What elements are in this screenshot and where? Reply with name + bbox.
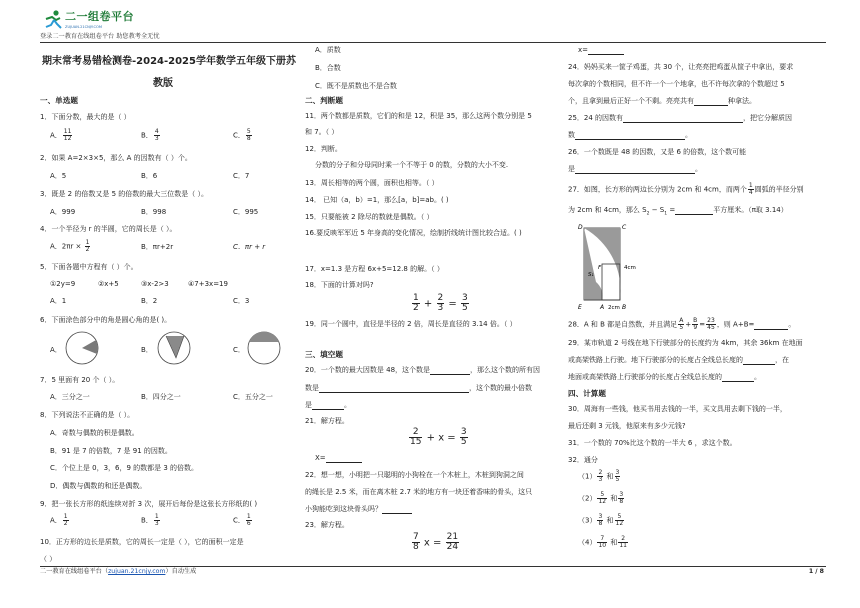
page-title: 期末常考易错检测卷-2024-2025学年数学五年级下册苏 xyxy=(42,56,296,67)
q28-blank[interactable] xyxy=(754,321,788,330)
q5-option-b[interactable]: B．2 xyxy=(141,297,158,305)
question-22-end: 小狗能吃到这块骨头吗？ xyxy=(305,505,412,514)
fig-label-s1: S₁ xyxy=(588,272,594,278)
question-29-cont: 或高架铁路上行驶。地下行驶部分的长度占全线总长度的 ，在 xyxy=(568,356,789,364)
header-divider xyxy=(40,42,826,43)
question-27-cont: 为 2cm 和 4cm，那么 $S_2 - S_1$ = 平方厘米。（π取 3.14） xyxy=(568,206,788,217)
q29-blank-2[interactable] xyxy=(722,373,754,382)
question-21: 21．解方程。 xyxy=(305,417,349,425)
q8-option-d[interactable]: D．偶数与偶数的和还是偶数。 xyxy=(50,482,147,490)
q5-option-c[interactable]: C．3 xyxy=(233,297,250,305)
question-11-cont: 和 7。（ ） xyxy=(305,128,339,136)
q23-answer: x= xyxy=(578,46,624,55)
question-22: 22．想一想，小明把一只聪明的小狗栓在一个木桩上，木桩到狗洞之间 xyxy=(305,471,524,479)
question-30: 30．周海有一些钱，他买书用去钱的一半，买文具用去剩下钱的一半， xyxy=(568,405,787,413)
q24-blank[interactable] xyxy=(694,97,728,106)
q5-item-3: ③x-2>3 xyxy=(141,280,169,288)
section-calculation: 四、计算题 xyxy=(568,389,606,398)
q6-figure-b xyxy=(154,330,194,366)
q6-option-c[interactable]: C． xyxy=(233,346,245,354)
question-26: 26．一个数既是 48 的因数，又是 6 的倍数，这个数可能 xyxy=(568,148,747,156)
q6-figure-c xyxy=(244,330,284,366)
question-26-cont: 是 。 xyxy=(568,165,702,173)
q6-option-b[interactable]: B． xyxy=(141,346,153,354)
q32-item-1: （1） $\frac{2}{3}$ 和 $\frac{3}{5}$ xyxy=(578,469,620,483)
q7-option-a[interactable]: A．三分之一 xyxy=(50,393,90,401)
q7-option-c[interactable]: C．五分之一 xyxy=(233,393,273,401)
q3-option-c[interactable]: C．995 xyxy=(233,208,259,216)
fig-label-a: A xyxy=(600,304,605,311)
page-number: 1 / 8 xyxy=(808,568,824,575)
fig-label-c: C xyxy=(622,224,627,231)
question-23: 23．解方程。 xyxy=(305,521,349,529)
q27-blank[interactable] xyxy=(675,206,713,215)
q22-blank[interactable] xyxy=(382,505,412,514)
q32-item-2: （2） $\frac{5}{12}$ 和 $\frac{3}{8}$ xyxy=(578,491,624,505)
fig-label-b: B xyxy=(622,304,627,311)
question-7: 7．5 里面有 20 个（ ）。 xyxy=(40,376,120,384)
question-27: 27．如图，长方形的两边长分别为 2cm 和 4cm，而两个 $\frac{1}{4}$ 圆弧的半径分别 xyxy=(568,182,804,196)
q5-item-1: ①2y=9 xyxy=(50,280,76,288)
q20-blank-2[interactable] xyxy=(319,384,469,393)
question-11: 11．两个数都是质数，它们的和是 12，积是 35，那么这两个数分别是 5 xyxy=(305,112,532,120)
question-20: 20．一个数的最大因数是 48，这个数是 ，那么这个数的所有因 xyxy=(305,366,541,374)
logo-text: 二一组卷平台 xyxy=(65,10,134,23)
q8-option-b[interactable]: B．91 是 7 的倍数，7 是 91 的因数。 xyxy=(50,447,172,455)
question-17: 17．x=1.3 是方程 6x+5=12.8 的解。（ ） xyxy=(305,265,444,273)
question-5: 5．下面各题中方程有（ ）个。 xyxy=(40,263,138,271)
q6-option-a[interactable]: A． xyxy=(50,346,62,354)
question-13: 13．周长相等的两个圆，面积也相等。（ ） xyxy=(305,179,439,187)
question-6: 6．下面涂色部分中的角是圆心角的是( )。 xyxy=(40,316,172,324)
fig-label-s2: S₂ xyxy=(594,246,600,252)
q7-option-b[interactable]: B．四分之一 xyxy=(141,393,181,401)
section-true-false: 二、判断题 xyxy=(305,96,343,105)
q21-equation: $\frac{2}{15}$ + x = $\frac{3}{5}$ xyxy=(410,427,467,447)
question-25-cont: 数 。 xyxy=(568,131,692,139)
q3-option-a[interactable]: A．999 xyxy=(50,208,76,216)
footer-divider xyxy=(40,566,826,567)
question-9: 9．把一张长方形的纸连续对折 3 次，展开后每份是这张长方形纸的( ) xyxy=(40,500,258,508)
q21-answer: X= xyxy=(315,454,362,463)
fig-label-d: D xyxy=(578,224,583,231)
section-fill-blank: 三、填空题 xyxy=(305,350,343,359)
q4-option-c[interactable]: C．πr + r xyxy=(233,243,266,251)
question-10-cont: （ ） xyxy=(40,555,57,563)
footer-source: 二一教育在线组卷平台（zujuan.21cnjy.com）自动生成 xyxy=(40,568,197,575)
q10-option-c[interactable]: C．既不是质数也不是合数 xyxy=(315,82,397,90)
q21-answer-blank[interactable] xyxy=(326,454,362,463)
question-15: 15．只要能被 2 除尽的数就是偶数。（ ） xyxy=(305,213,434,221)
q20-blank-1[interactable] xyxy=(430,366,470,375)
q5-item-4: ④7+3x=19 xyxy=(188,280,228,288)
q9-option-a[interactable]: A． $\frac{1}{2}$ xyxy=(50,513,68,527)
question-29-end: 地面或高架铁路上行驶部分的长度占全线总长度的 。 xyxy=(568,373,761,381)
question-30-cont: 最后还剩 3 元钱，他原来有多少元钱? xyxy=(568,422,686,430)
question-24-end: 个，且拿到最后正好一个不剩。亮亮共有 种拿法。 xyxy=(568,97,756,105)
question-25: 25．24 的因数有 ，把它分解质因 xyxy=(568,114,793,122)
question-22-cont: 的绳长是 2.5 米，而在离木桩 2.7 米的地方有一块还着香味的骨头，这只 xyxy=(305,488,533,496)
fig-label-f: F xyxy=(598,265,602,271)
q4-option-b[interactable]: B．πr+2r xyxy=(141,243,174,251)
question-29: 29．某市轨道 2 号线在地下行驶部分的长度约为 4km，其余 36km 在地面 xyxy=(568,339,803,347)
question-4: 4．一个半径为 r 的半圆，它的周长是（ ）。 xyxy=(40,225,177,233)
question-3: 3．既是 2 的倍数又是 5 的倍数的最大三位数是（ ）。 xyxy=(40,190,208,198)
q1-option-b[interactable]: B． $\frac{4}{3}$ xyxy=(141,128,159,142)
q18-equation: $\frac{1}{2}$ + $\frac{2}{3}$ = $\frac{3}{5}$ xyxy=(413,293,468,313)
question-24: 24．妈妈买来一筐子鸡蛋，共 30 个，让亮亮把鸡蛋从筐子中拿出，要求 xyxy=(568,63,794,71)
q8-option-a[interactable]: A．奇数与偶数的积是偶数。 xyxy=(50,429,139,437)
question-20-end: 是 。 xyxy=(305,401,351,409)
q10-option-a[interactable]: A．质数 xyxy=(315,46,341,54)
q25-blank-2[interactable] xyxy=(575,131,685,140)
header-tagline: 登录二一教育在线组卷平台 助您教考全无忧 xyxy=(40,33,160,40)
question-20-cont: 数是 ，这个数的最小倍数 xyxy=(305,384,532,392)
q1-option-c[interactable]: C． $\frac{5}{8}$ xyxy=(233,128,251,142)
question-19: 19．同一个圆中，直径是半径的 2 倍，周长是直径的 3.14 倍。（ ） xyxy=(305,320,517,328)
q23-answer-blank[interactable] xyxy=(588,46,624,55)
q6-figure-a xyxy=(62,330,102,366)
q23-equation: $\frac{7}{8}$ x = $\frac{21}{24}$ xyxy=(413,532,459,552)
question-18: 18．下面的计算对吗? xyxy=(305,281,374,289)
runner-icon xyxy=(42,10,64,30)
question-14: 14． 已知（a，b）=1，那么[a，b]=ab。( ) xyxy=(305,196,449,204)
section-single-choice: 一、单选题 xyxy=(40,96,78,105)
fig-label-4cm: 4cm xyxy=(624,265,636,271)
question-16: 16.要反映军军近 5 年身高的变化情况，绘制折线统计图比较合适。( ) xyxy=(305,229,522,237)
q32-item-3: （3） $\frac{3}{8}$ 和 $\frac{5}{12}$ xyxy=(578,513,624,527)
q9-option-b[interactable]: B． $\frac{1}{3}$ xyxy=(141,513,159,527)
site-logo[interactable] xyxy=(40,8,160,36)
page-title-line2: 教版 xyxy=(153,78,173,89)
q2-option-c[interactable]: C．7 xyxy=(233,172,250,180)
footer-link[interactable]: zujuan.21cnjy.com xyxy=(108,568,166,575)
question-12-statement: 分数的分子和分母同时乘一个不等于 0 的数，分数的大小不变. xyxy=(315,161,509,169)
q20-blank-3[interactable] xyxy=(312,401,344,410)
question-32: 32．通分 xyxy=(568,456,598,464)
q26-blank[interactable] xyxy=(575,165,695,174)
q1-option-a[interactable]: A． $\frac{11}{12}$ xyxy=(50,128,72,142)
q25-blank-1[interactable] xyxy=(623,114,743,123)
q27-figure xyxy=(574,224,664,314)
fig-label-e: E xyxy=(578,304,582,311)
question-1: 1．下面分数，最大的是（ ） xyxy=(40,113,131,121)
question-12: 12．判断。 xyxy=(305,145,342,153)
q9-option-c[interactable]: C． $\frac{1}{6}$ xyxy=(233,513,251,527)
fig-label-2cm: 2cm xyxy=(608,305,620,311)
question-10: 10．正方形的边长是质数，它的周长一定是（ ），它的面积一定是 xyxy=(40,538,244,546)
question-2: 2．如果 A=2×3×5，那么 A 的因数有（ ）个。 xyxy=(40,154,192,162)
q2-option-b[interactable]: B．6 xyxy=(141,172,158,180)
q29-blank-1[interactable] xyxy=(743,356,775,365)
q8-option-c[interactable]: C．个位上是 0，3，6，9 的数都是 3 的倍数。 xyxy=(50,464,199,472)
q5-item-2: ②x+5 xyxy=(98,280,119,288)
q10-option-b[interactable]: B．合数 xyxy=(315,64,341,72)
q2-option-a[interactable]: A．5 xyxy=(50,172,67,180)
question-31: 31．一个数的 70%比这个数的一半大 6 ，求这个数。 xyxy=(568,439,737,447)
question-24-cont: 每次拿的个数相同，但不许一个一个地拿，也不许每次拿的个数超过 5 xyxy=(568,80,785,88)
q4-option-a[interactable]: A．2πr × $\frac{1}{2}$ xyxy=(50,239,90,253)
question-28: 28．A 和 B 都是自然数，并且满足 $\frac{A}{5}$ + $\frac{B}{9}$ = $\frac{23}{45}$ ，则 A+B= 。 xyxy=(568,317,796,331)
logo-subtext: ZUJUAN.21CNJY.COM xyxy=(65,25,102,29)
q5-option-a[interactable]: A．1 xyxy=(50,297,67,305)
q32-item-4: （4） $\frac{7}{10}$ 和 $\frac{2}{11}$ xyxy=(578,535,627,549)
question-8: 8．下列说法不正确的是（ ）。 xyxy=(40,411,135,419)
q3-option-b[interactable]: B．998 xyxy=(141,208,167,216)
